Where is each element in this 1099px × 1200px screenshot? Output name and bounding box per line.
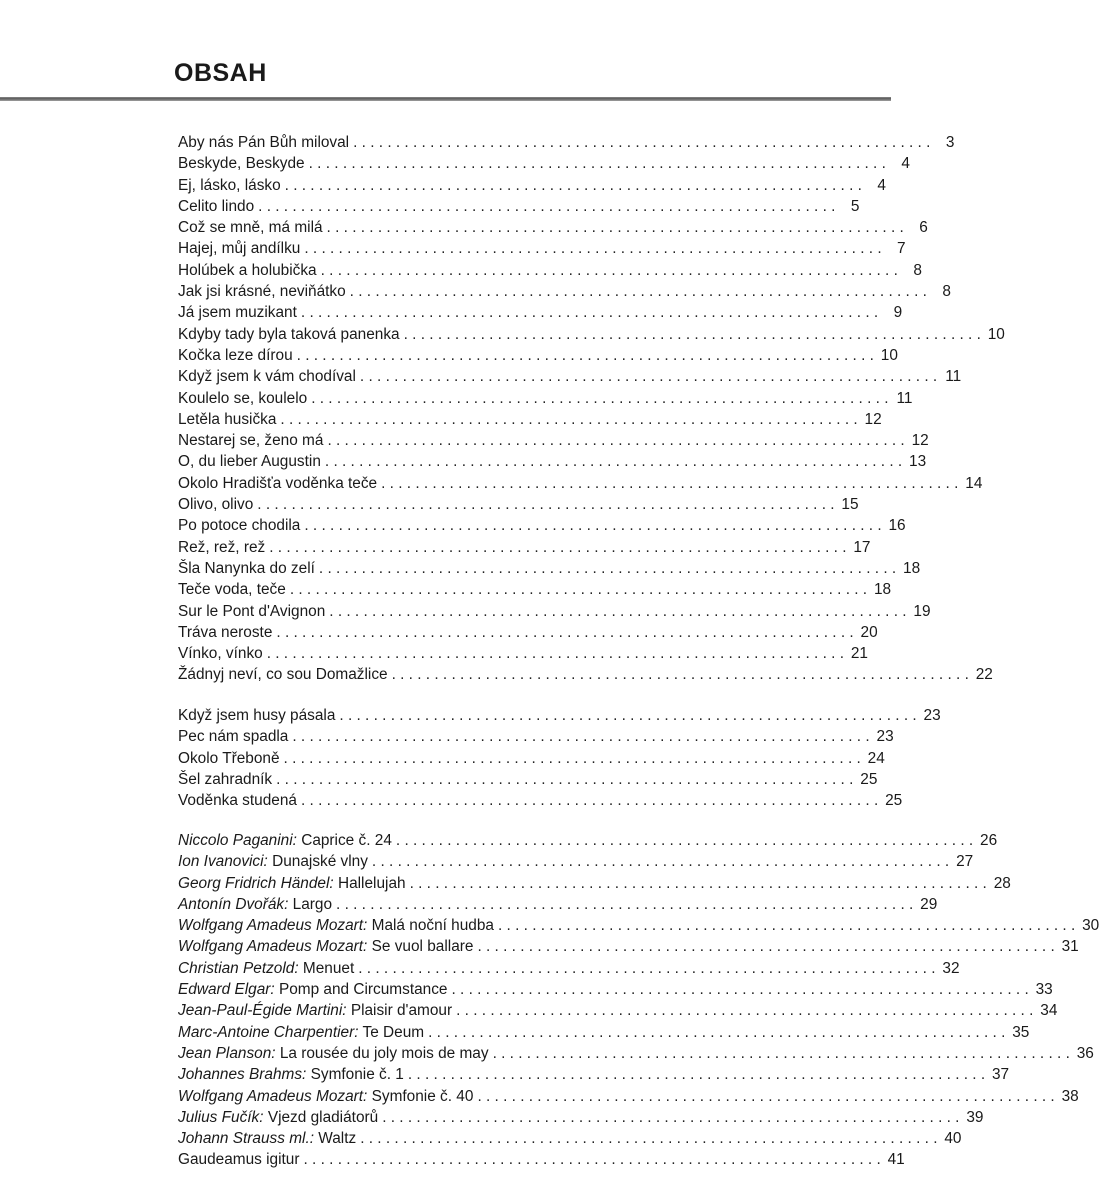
- toc-entry-composer: Wolfgang Amadeus Mozart:: [178, 917, 368, 935]
- toc-entry-leader-dots: [285, 175, 862, 196]
- toc-entry-title: Ej, lásko, lásko: [178, 176, 281, 194]
- toc-entry-composer: Christian Petzold:: [178, 959, 299, 977]
- toc-entry-label: [178, 366, 356, 387]
- toc-entry-label: [178, 196, 254, 217]
- toc-entry: [178, 473, 983, 494]
- toc-entry-label: [178, 769, 272, 790]
- toc-entry: [178, 1022, 1030, 1043]
- toc-entry-title: Já jsem muzikant: [178, 304, 297, 322]
- toc-entry: [178, 979, 1053, 1000]
- toc-entry-label: [178, 830, 392, 851]
- toc-entry-leader-dots: [404, 324, 981, 345]
- toc-entry-page-number: 11: [945, 368, 962, 386]
- toc-entry: [178, 851, 974, 872]
- toc-entry-leader-dots: [284, 748, 861, 769]
- toc-entry-label: [178, 1086, 473, 1107]
- toc-entry-label: [178, 515, 300, 536]
- toc-entry-page-number: 26: [980, 832, 998, 849]
- toc-entry-label: [178, 558, 315, 579]
- toc-entry-title: Holúbek a holubička: [178, 261, 317, 279]
- toc-entry-title: Symfonie č. 40: [371, 1087, 474, 1105]
- toc-entry: [178, 622, 878, 643]
- toc-entry-page-number: 22: [975, 666, 993, 684]
- toc-entry-title: Largo: [292, 895, 333, 913]
- toc-entry-leader-dots: [327, 430, 904, 451]
- toc-entry-label: [178, 726, 288, 747]
- toc-entry-page-number: 21: [850, 645, 868, 663]
- toc-entry-page-number: 5: [850, 197, 860, 215]
- toc-entry-leader-dots: [336, 894, 913, 915]
- toc-entry-leader-dots: [297, 345, 874, 366]
- toc-entry-composer: Jean-Paul-Égide Martini:: [178, 1002, 347, 1020]
- toc-entry-label: [178, 643, 263, 664]
- toc-entry: [178, 217, 928, 238]
- toc-entry: [178, 430, 929, 451]
- toc-entry-page-number: 16: [888, 517, 906, 535]
- toc-entry: [178, 830, 998, 851]
- toc-entry-title: Pomp and Circumstance: [278, 981, 448, 999]
- toc-entry-title: O, du lieber Augustin: [178, 453, 321, 471]
- toc-entry-page-number: 12: [864, 410, 882, 428]
- toc-entry: [178, 537, 871, 558]
- toc-entry-page-number: 36: [1076, 1044, 1094, 1062]
- toc-entry: [178, 601, 931, 622]
- toc-entry-leader-dots: [498, 915, 1075, 936]
- toc-entry-page-number: 13: [909, 453, 927, 471]
- toc-entry-title: Koulelo se, koulelo: [178, 389, 308, 407]
- toc-entry-title: Okolo Hradišťa voděnka teče: [178, 474, 378, 492]
- toc-entry-label: [178, 622, 272, 643]
- toc-entry-composer: Wolfgang Amadeus Mozart:: [178, 938, 368, 956]
- toc-entry-title: Nestarej se, ženo má: [178, 432, 324, 450]
- toc-entry-title: Tráva neroste: [178, 623, 273, 641]
- header-rule: [0, 97, 891, 101]
- toc-entry-leader-dots: [327, 217, 904, 238]
- toc-entry-title: Aby nás Pán Bůh miloval: [178, 134, 350, 151]
- toc-entry-leader-dots: [381, 473, 958, 494]
- toc-entry-title: Celito lindo: [178, 197, 255, 215]
- toc-entry-page-number: 35: [1012, 1023, 1030, 1041]
- toc-entry-page-number: 10: [987, 325, 1005, 343]
- toc-entry-label: [178, 579, 286, 600]
- toc-entry-title: Šel zahradník: [178, 770, 273, 788]
- toc-entry-label: [178, 748, 280, 769]
- toc-entry-title: Pec nám spadla: [178, 728, 289, 746]
- toc-entry-page-number: 33: [1035, 981, 1053, 999]
- toc-entry-composer: Georg Fridrich Händel:: [178, 874, 334, 892]
- toc-entry-title: Te Deum: [362, 1023, 425, 1041]
- toc-entry-title: Teče voda, teče: [178, 581, 286, 599]
- toc-entry-page-number: 6: [919, 219, 928, 237]
- toc-entry-page-number: 15: [841, 496, 859, 514]
- toc-entry-page-number: 37: [992, 1066, 1010, 1084]
- toc-entry-title: Rež, rež, rež: [178, 538, 266, 556]
- toc-entry: [178, 494, 859, 515]
- toc-entry-title: Waltz: [318, 1130, 357, 1148]
- toc-group-folk-songs: [178, 132, 1005, 686]
- toc-entry: [178, 958, 960, 979]
- toc-entry-label: [178, 979, 447, 1000]
- toc-entry-composer: Johannes Brahms:: [178, 1066, 307, 1084]
- toc-entry-label: [178, 1149, 299, 1170]
- toc-entry-label: [178, 494, 253, 515]
- toc-entry: [178, 748, 885, 769]
- toc-entry-leader-dots: [372, 851, 949, 872]
- toc-entry-leader-dots: [321, 260, 898, 281]
- toc-entry: [178, 451, 927, 472]
- toc-entry: [178, 894, 938, 915]
- toc-entry-page-number: 25: [860, 770, 878, 788]
- toc-entry-leader-dots: [456, 1000, 1033, 1021]
- toc-entry-leader-dots: [304, 238, 881, 259]
- toc-entry-page-number: 28: [993, 874, 1011, 892]
- toc-entry-label: [178, 217, 323, 238]
- toc-entry-label: [178, 260, 317, 281]
- toc-entry: [178, 579, 892, 600]
- toc-entry-title: La rousée du joly mois de may: [279, 1044, 489, 1062]
- toc-entry: [178, 643, 868, 664]
- toc-entry-title: Když jsem husy pásala: [178, 707, 336, 724]
- toc-entry-leader-dots: [276, 769, 853, 790]
- toc-entry-leader-dots: [360, 366, 937, 387]
- toc-entry-leader-dots: [325, 451, 902, 472]
- toc-entry-page-number: 12: [911, 432, 929, 450]
- toc-entry-label: [178, 664, 388, 685]
- toc-entry-title: Okolo Třeboně: [178, 749, 280, 767]
- toc-entry-label: [178, 958, 354, 979]
- toc-entry-label: [178, 915, 494, 936]
- toc-entry-page-number: 29: [920, 895, 938, 913]
- toc-entry-leader-dots: [360, 1128, 937, 1149]
- toc-entry: [178, 726, 894, 747]
- toc-entry: [178, 1107, 984, 1128]
- toc-entry-title: Se vuol ballare: [371, 938, 474, 956]
- toc-entry: [178, 769, 878, 790]
- toc-entry-page-number: 8: [913, 261, 922, 279]
- toc-entry: [178, 302, 903, 323]
- toc-entry-title: Malá noční hudba: [371, 917, 494, 935]
- toc-entry-leader-dots: [339, 705, 916, 726]
- toc-entry: [178, 1064, 1010, 1085]
- toc-entry-label: [178, 132, 349, 153]
- toc-entry-page-number: 10: [880, 346, 898, 364]
- toc-entry-page-number: 19: [913, 602, 931, 620]
- toc-entry-leader-dots: [493, 1043, 1070, 1064]
- toc-entry: [178, 324, 1005, 345]
- toc-entry-page-number: 24: [867, 749, 885, 767]
- toc-entry-leader-dots: [267, 643, 844, 664]
- toc-entry: [178, 1043, 1094, 1064]
- page-title: OBSAH: [174, 59, 267, 87]
- toc-entry-composer: Edward Elgar:: [178, 981, 275, 999]
- toc-entry-title: Šla Nanynka do zelí: [178, 559, 315, 577]
- toc-entry-composer: Julius Fučík:: [178, 1108, 264, 1126]
- toc-entry-leader-dots: [280, 409, 857, 430]
- toc-entry-title: Plaisir d'amour: [350, 1002, 453, 1020]
- toc-entry: [178, 664, 993, 685]
- toc-entry-title: Letěla husička: [178, 410, 277, 428]
- toc-entry-page-number: 39: [966, 1108, 984, 1126]
- toc-entry-composer: Niccolo Paganini:: [178, 832, 297, 849]
- toc-entry-leader-dots: [392, 664, 969, 685]
- toc-entry-leader-dots: [353, 132, 930, 153]
- toc-entry-label: [178, 1022, 424, 1043]
- toc-entry-label: [178, 790, 297, 811]
- toc-entry-label: [178, 345, 293, 366]
- toc-entry-leader-dots: [276, 622, 853, 643]
- toc-entry-leader-dots: [309, 153, 886, 174]
- toc-entry-page-number: 41: [887, 1151, 905, 1169]
- toc-entry-page-number: 14: [965, 474, 983, 492]
- toc-entry-label: [178, 451, 321, 472]
- toc-entry-title: Vjezd gladiátorů: [267, 1108, 379, 1126]
- toc-entry-page-number: 25: [885, 792, 903, 810]
- toc-entry-label: [178, 238, 300, 259]
- toc-entry-page-number: 3: [945, 134, 955, 151]
- toc-entry-title: Což se mně, má milá: [178, 219, 323, 237]
- toc-entry-leader-dots: [292, 726, 869, 747]
- toc-entry-composer: Antonín Dvořák:: [178, 895, 289, 913]
- toc-entry-leader-dots: [396, 830, 973, 851]
- toc-entry-page-number: 4: [877, 176, 886, 194]
- toc-entry-label: [178, 302, 297, 323]
- toc-entry: [178, 281, 951, 302]
- toc-entry-composer: Johann Strauss ml.:: [178, 1130, 315, 1148]
- toc-entry-label: [178, 430, 323, 451]
- toc-entry: [178, 345, 898, 366]
- toc-entry-label: [178, 1107, 378, 1128]
- toc-entry-title: Dunajské vlny: [272, 853, 368, 871]
- toc-group-classical: [178, 830, 1099, 1171]
- toc-entry: [178, 515, 906, 536]
- toc-entry-page-number: 8: [942, 283, 951, 301]
- toc-entry-title: Caprice č. 24: [301, 832, 392, 849]
- toc-entry-title: Hajej, můj andílku: [178, 240, 301, 258]
- toc-entry-page-number: 34: [1040, 1002, 1058, 1020]
- toc-entry: [178, 388, 913, 409]
- toc-entry-page-number: 40: [944, 1130, 962, 1148]
- toc-entry: [178, 366, 962, 387]
- toc-entry-title: Vínko, vínko: [178, 645, 263, 663]
- toc-entry-leader-dots: [301, 302, 878, 323]
- toc-entry-title: Hallelujah: [337, 874, 406, 892]
- toc-entry-page-number: 23: [923, 707, 941, 724]
- toc-entry-leader-dots: [358, 958, 935, 979]
- toc-entry: [178, 558, 921, 579]
- toc-entry-page-number: 7: [897, 240, 906, 258]
- toc-entry: [178, 175, 886, 196]
- toc-entry-leader-dots: [408, 1064, 985, 1085]
- toc-entry-label: [178, 1000, 452, 1021]
- toc-entry: [178, 409, 882, 430]
- toc-entry-label: [178, 324, 400, 345]
- toc-entry: [178, 705, 941, 726]
- toc-entry: [178, 1128, 962, 1149]
- toc-entry: [178, 196, 860, 217]
- toc-entry-page-number: 9: [893, 304, 903, 322]
- toc-entry-page-number: 20: [860, 623, 878, 641]
- toc-entry-leader-dots: [303, 1149, 880, 1170]
- toc-entry-leader-dots: [329, 601, 906, 622]
- toc-entry: [178, 1000, 1058, 1021]
- toc-entry-title: Symfonie č. 1: [310, 1066, 404, 1084]
- toc-entry: [178, 1086, 1079, 1107]
- toc-entry-leader-dots: [428, 1022, 1005, 1043]
- toc-entry-leader-dots: [304, 515, 881, 536]
- toc-entry-leader-dots: [477, 1086, 1054, 1107]
- toc-entry-label: [178, 409, 276, 430]
- toc-entry-page-number: 38: [1061, 1087, 1079, 1105]
- toc-entry-title: Kočka leze dírou: [178, 346, 293, 364]
- toc-group-songs: [178, 705, 941, 811]
- toc-entry-leader-dots: [269, 537, 846, 558]
- toc-entry-label: [178, 705, 335, 726]
- toc-entry-composer: Wolfgang Amadeus Mozart:: [178, 1087, 368, 1105]
- toc-entry-leader-dots: [410, 873, 987, 894]
- toc-entry: [178, 132, 955, 153]
- toc-entry-page-number: 11: [896, 389, 913, 407]
- toc-entry-leader-dots: [319, 558, 896, 579]
- toc-entry: [178, 260, 922, 281]
- toc-entry-composer: Ion Ivanovici:: [178, 853, 268, 871]
- toc-entry-page-number: 31: [1061, 938, 1079, 956]
- toc-entry-label: [178, 873, 406, 894]
- toc-entry-label: [178, 1043, 489, 1064]
- toc-entry: [178, 1149, 905, 1170]
- toc-entry-label: [178, 1064, 404, 1085]
- toc-entry-leader-dots: [382, 1107, 959, 1128]
- toc-entry-label: [178, 894, 332, 915]
- toc-entry-title: Po potoce chodila: [178, 517, 301, 535]
- toc-entry-leader-dots: [290, 579, 867, 600]
- toc-entry-title: Gaudeamus igitur: [178, 1151, 300, 1169]
- toc-entry-leader-dots: [311, 388, 888, 409]
- toc-entry-leader-dots: [257, 494, 834, 515]
- toc-entry: [178, 238, 906, 259]
- toc-entry-leader-dots: [477, 936, 1054, 957]
- toc-entry-title: Beskyde, Beskyde: [178, 155, 305, 173]
- toc-entry-label: [178, 537, 265, 558]
- toc-entry-leader-dots: [301, 790, 878, 811]
- toc-entry-label: [178, 175, 281, 196]
- toc-entry-composer: Jean Planson:: [178, 1044, 276, 1062]
- toc-entry-title: Voděnka studená: [178, 792, 297, 810]
- toc-entry-title: Žádnyj neví, co sou Domažlice: [178, 666, 388, 684]
- toc-entry-composer: Marc-Antoine Charpentier:: [178, 1023, 359, 1041]
- toc-entry-leader-dots: [451, 979, 1028, 1000]
- toc-entry: [178, 790, 903, 811]
- toc-entry-leader-dots: [258, 196, 835, 217]
- toc-entry-page-number: 18: [873, 581, 892, 599]
- toc-entry-page-number: 32: [942, 959, 960, 977]
- toc-entry-label: [178, 388, 307, 409]
- toc-entry-title: Kdyby tady byla taková panenka: [178, 325, 400, 343]
- toc-entry-page-number: 18: [903, 559, 921, 577]
- toc-entry-label: [178, 936, 473, 957]
- toc-entry-page-number: 23: [876, 728, 894, 746]
- toc-entry-page-number: 30: [1082, 917, 1099, 935]
- toc-entry-label: [178, 1128, 356, 1149]
- toc-entry-leader-dots: [350, 281, 927, 302]
- toc-entry-label: [178, 153, 305, 174]
- toc-entry-title: Když jsem k vám chodíval: [178, 368, 356, 386]
- toc-entry-label: [178, 601, 325, 622]
- toc-entry: [178, 915, 1099, 936]
- toc-entry-title: Olivo, olivo: [178, 496, 254, 514]
- toc-entry-label: [178, 851, 368, 872]
- toc-entry-title: Sur le Pont d'Avignon: [178, 602, 326, 620]
- toc-entry-title: Jak jsi krásné, neviňátko: [178, 283, 346, 301]
- toc-entry-page-number: 27: [956, 853, 974, 871]
- toc-entry: [178, 153, 910, 174]
- toc-entry-label: [178, 281, 346, 302]
- toc-entry-page-number: 4: [901, 155, 910, 173]
- toc-entry-title: Menuet: [302, 959, 355, 977]
- toc-entry: [178, 873, 1011, 894]
- toc-entry-label: [178, 473, 377, 494]
- toc-entry-page-number: 17: [853, 538, 871, 556]
- toc-entry: [178, 936, 1079, 957]
